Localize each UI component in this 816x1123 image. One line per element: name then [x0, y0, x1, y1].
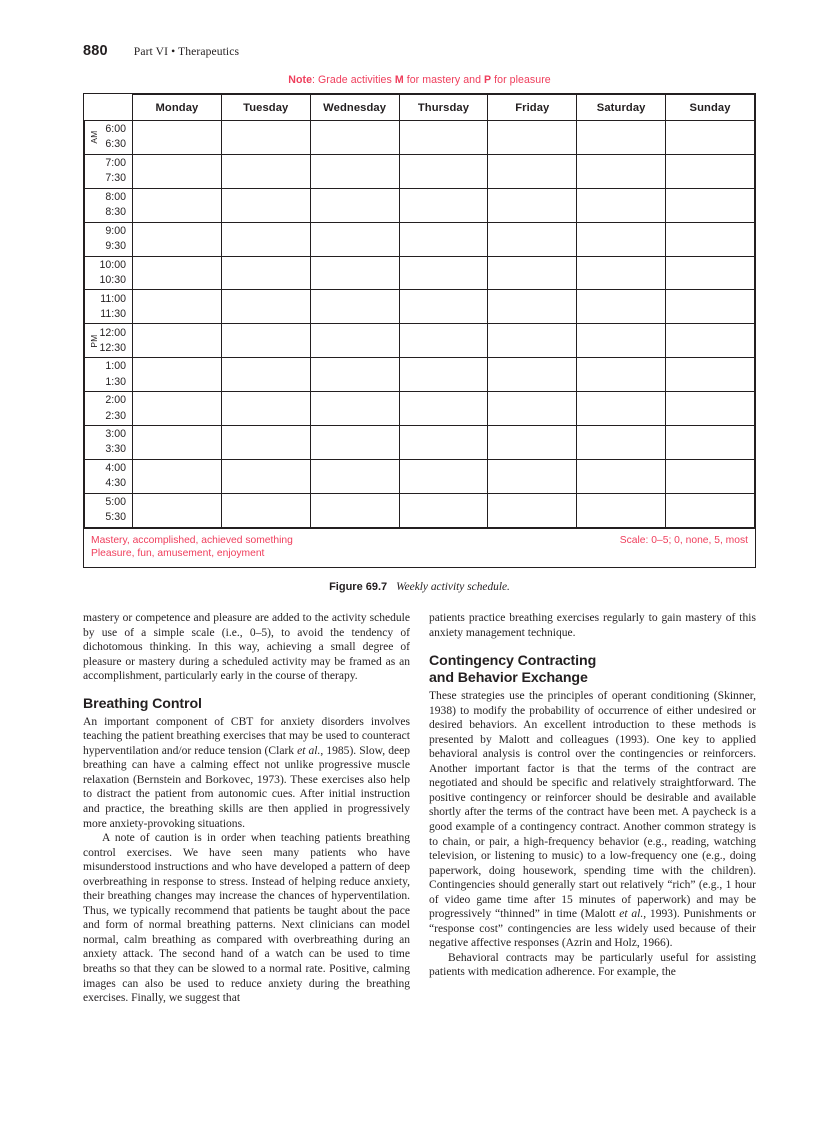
time-first: 8:00: [105, 191, 126, 204]
table-row: [85, 493, 755, 527]
activity-cell[interactable]: [399, 493, 488, 527]
activity-cell[interactable]: [577, 188, 666, 222]
time-first: 6:00: [105, 123, 126, 136]
activity-cell[interactable]: [488, 154, 577, 188]
time-label-cell: [85, 358, 133, 392]
activity-cell[interactable]: [577, 222, 666, 256]
time-second: 12:30: [99, 341, 126, 354]
left-column: [83, 611, 410, 1006]
activity-cell[interactable]: [488, 426, 577, 460]
ampm-label-pm: PM: [88, 334, 99, 348]
column-header-friday: Friday: [488, 95, 577, 121]
activity-cell[interactable]: [577, 154, 666, 188]
left-paragraph-1: mastery or competence and pleasure are added to the activity schedule by use of a simple scale (i.e., 0–5), to avoid the tendency of dichotomous thinking. In this way, achieving a small degree of pleasure or mastery during a scheduled activity may be framed as an accomplishment, particularly early in the course of therapy.: [83, 612, 410, 683]
column-header-wednesday: Wednesday: [310, 95, 399, 121]
table-row: [85, 324, 755, 358]
activity-cell[interactable]: [399, 392, 488, 426]
activity-cell[interactable]: [310, 256, 399, 290]
activity-cell[interactable]: [488, 222, 577, 256]
time-first: 11:00: [100, 292, 126, 305]
column-header-saturday: Saturday: [577, 95, 666, 121]
figure-frame: [83, 93, 756, 568]
activity-cell[interactable]: [310, 426, 399, 460]
activity-cell[interactable]: [666, 121, 755, 155]
activity-cell[interactable]: [488, 188, 577, 222]
activity-cell[interactable]: [133, 154, 222, 188]
time-second: 7:30: [105, 172, 126, 185]
table-row: [85, 121, 755, 155]
table-row: [85, 290, 755, 324]
activity-cell[interactable]: [133, 358, 222, 392]
time-first: 5:00: [105, 496, 126, 509]
page-number: 880: [83, 43, 108, 59]
time-second: 2:30: [105, 409, 126, 422]
activity-cell[interactable]: [133, 459, 222, 493]
activity-cell[interactable]: [310, 459, 399, 493]
legend-definitions: [91, 534, 293, 561]
table-row: [85, 154, 755, 188]
time-second: 5:30: [105, 511, 126, 524]
weekly-activity-schedule-table: [84, 94, 755, 528]
activity-cell[interactable]: [577, 290, 666, 324]
activity-cell[interactable]: [221, 324, 310, 358]
activity-cell[interactable]: [488, 121, 577, 155]
activity-cell[interactable]: [133, 426, 222, 460]
time-label-cell: [85, 426, 133, 460]
figure-caption-number: Figure 69.7: [329, 580, 388, 593]
legend-scale: Scale: 0–5; 0, none, 5, most: [619, 534, 748, 546]
right-paragraph-2-part-a: These strategies use the principles of operant conditioning (Skinner, 1938) to modify the probability of occurrence of either undesired or desired behaviors. An excellent introduction to these methods is presented by Malott and colleagues (1993). One key to applied behavioral analysis is control over the contingencies or reinforcers. Another important factor is that the terms of the contract are negotiated and should be specific and relatively straightforward. The positive contingency or reinforcer should be desirable and available shortly after the terms of the contract have been met. A paycheck is a good example of a contingency contract. Another common strategy is to chain, or pair, a high-frequency behavior (e.g., reading, watching television, or listening to music) to a low-frequency one (e.g., doing paperwork, doing housework, spending time with the children). Contingencies should generally start out relatively “rich” (e.g., 1 hour of video game time after 15 minutes of paperwork) and may be progressively “thinned” in time (Malott: [429, 690, 756, 921]
activity-cell[interactable]: [399, 121, 488, 155]
activity-cell[interactable]: [221, 493, 310, 527]
activity-cell[interactable]: [133, 493, 222, 527]
activity-cell[interactable]: [310, 392, 399, 426]
activity-cell[interactable]: [666, 493, 755, 527]
activity-cell[interactable]: [577, 392, 666, 426]
left-paragraph-3: A note of caution is in order when teaching patients breathing control exercises. We have seen many patients who have misunderstood instructions and who have developed a pattern of deep overbreathing in response to stress. Instead of helping reduce anxiety, their breathing changes may increase the chances of hyperventilation. Thus, we typically recommend that patients be taught about the pace and form of normal breathing patterns. Next clinicians can model normal, calm breathing as compared with overbreathing during an anxiety attack. The second hand of a watch can be used to time breaths so that they can be slowed to a normal rate. Positive, calming images can also be used to reduce anxiety during the breathing exercises. Finally, we suggest that: [83, 832, 410, 1005]
activity-cell[interactable]: [666, 188, 755, 222]
column-header-tuesday: Tuesday: [221, 95, 310, 121]
activity-cell[interactable]: [577, 426, 666, 460]
activity-cell[interactable]: [221, 154, 310, 188]
activity-cell[interactable]: [133, 121, 222, 155]
header-corner-blank: [85, 95, 133, 121]
time-first: 3:00: [105, 428, 126, 441]
column-header-thursday: Thursday: [399, 95, 488, 121]
activity-cell[interactable]: [488, 324, 577, 358]
table-row: [85, 392, 755, 426]
activity-cell[interactable]: [310, 324, 399, 358]
right-paragraph-1: patients practice breathing exercises regularly to gain mastery of this anxiety management technique.: [429, 612, 756, 639]
activity-cell[interactable]: [310, 188, 399, 222]
activity-cell[interactable]: [133, 188, 222, 222]
activity-cell[interactable]: [666, 290, 755, 324]
activity-cell[interactable]: [577, 256, 666, 290]
activity-cell[interactable]: [577, 459, 666, 493]
activity-cell[interactable]: [399, 324, 488, 358]
activity-cell[interactable]: [666, 426, 755, 460]
activity-cell[interactable]: [577, 493, 666, 527]
figure-legend: [84, 528, 755, 567]
activity-cell[interactable]: [221, 426, 310, 460]
left-paragraph-2-italic: et al.: [297, 744, 321, 757]
time-label-cell: [85, 493, 133, 527]
right-paragraph-2: [429, 689, 756, 951]
time-first: 9:00: [105, 224, 126, 237]
activity-cell[interactable]: [221, 459, 310, 493]
activity-cell[interactable]: [221, 121, 310, 155]
activity-cell[interactable]: [310, 121, 399, 155]
activity-cell[interactable]: [221, 256, 310, 290]
table-row: [85, 188, 755, 222]
left-paragraph-2-part-b: , 1985). Slow, deep breathing can have a calming effect not unlike progressive muscle relaxation (Bernstein and Borkovec, 1973). These exercises also help to distract the patient from autonomic cues. After initial instruction and practice, the breathing skills are then applied in progressively more anxiety-provoking situations.: [83, 744, 410, 830]
activity-cell[interactable]: [666, 392, 755, 426]
activity-cell[interactable]: [399, 459, 488, 493]
table-row: [85, 358, 755, 392]
time-label-cell: [85, 188, 133, 222]
activity-cell[interactable]: [221, 358, 310, 392]
column-header-monday: Monday: [133, 95, 222, 121]
figure-caption-text: Weekly activity schedule.: [396, 580, 510, 593]
time-label-cell: [85, 121, 133, 155]
heading-contingency-contracting: [429, 653, 756, 687]
activity-cell[interactable]: [666, 222, 755, 256]
activity-cell[interactable]: [488, 358, 577, 392]
activity-cell[interactable]: [133, 392, 222, 426]
activity-cell[interactable]: [577, 121, 666, 155]
activity-cell[interactable]: [399, 426, 488, 460]
time-first: 12:00: [99, 326, 126, 339]
activity-cell[interactable]: [666, 324, 755, 358]
activity-cell[interactable]: [310, 290, 399, 324]
activity-cell[interactable]: [488, 290, 577, 324]
activity-cell[interactable]: [577, 324, 666, 358]
time-label-cell: [85, 290, 133, 324]
running-head-title: Part VI • Therapeutics: [133, 45, 240, 58]
time-label-cell: [85, 222, 133, 256]
activity-cell[interactable]: [221, 222, 310, 256]
time-first: 7:00: [105, 157, 126, 170]
heading-breathing-control: Breathing Control: [83, 695, 202, 712]
time-label-cell: [85, 324, 133, 358]
activity-cell[interactable]: [399, 290, 488, 324]
activity-cell[interactable]: [310, 222, 399, 256]
time-label-cell: [85, 154, 133, 188]
activity-cell[interactable]: [488, 459, 577, 493]
right-paragraph-3: Behavioral contracts may be particularly useful for assisting patients with medication adherence. For example, the: [429, 951, 756, 979]
activity-cell[interactable]: [666, 459, 755, 493]
table-header-row: [85, 95, 755, 121]
activity-cell[interactable]: [310, 154, 399, 188]
time-second: 9:30: [105, 240, 126, 253]
ampm-label-am: AM: [88, 130, 99, 145]
activity-cell[interactable]: [488, 493, 577, 527]
figure-note-body: : Grade activities M for mastery and P for pleasure: [312, 74, 551, 86]
activity-cell[interactable]: [488, 392, 577, 426]
time-second: 6:30: [105, 138, 126, 151]
right-paragraph-2-italic: et al.: [619, 908, 644, 921]
activity-cell[interactable]: [221, 392, 310, 426]
activity-cell[interactable]: [221, 290, 310, 324]
activity-cell[interactable]: [666, 154, 755, 188]
time-second: 3:30: [105, 443, 126, 456]
activity-cell[interactable]: [310, 493, 399, 527]
body-columns: [83, 611, 756, 1006]
heading-line-2: and Behavior Exchange: [429, 670, 588, 687]
time-second: 11:30: [100, 307, 126, 320]
column-header-sunday: Sunday: [666, 95, 755, 121]
running-head: [83, 43, 239, 59]
time-first: 10:00: [99, 258, 126, 271]
activity-cell[interactable]: [221, 188, 310, 222]
figure-note-prefix: Note: [288, 74, 313, 86]
time-first: 4:00: [105, 462, 126, 475]
time-second: 8:30: [105, 206, 126, 219]
activity-cell[interactable]: [666, 256, 755, 290]
left-paragraph-2: [83, 715, 410, 831]
legend-mastery: Mastery, accomplished, achieved something: [91, 534, 293, 546]
activity-cell[interactable]: [133, 290, 222, 324]
activity-cell[interactable]: [399, 222, 488, 256]
activity-cell[interactable]: [133, 222, 222, 256]
figure-note: [83, 74, 756, 93]
legend-pleasure: Pleasure, fun, amusement, enjoyment: [91, 548, 265, 560]
figure-caption: [83, 568, 756, 593]
time-second: 1:30: [105, 375, 126, 388]
table-row: [85, 426, 755, 460]
activity-cell[interactable]: [399, 256, 488, 290]
activity-cell[interactable]: [399, 154, 488, 188]
activity-cell[interactable]: [399, 188, 488, 222]
table-row: [85, 459, 755, 493]
activity-cell[interactable]: [310, 358, 399, 392]
table-row: [85, 256, 755, 290]
heading-line-1: Contingency Contracting: [429, 653, 597, 670]
time-second: 10:30: [99, 274, 126, 286]
activity-cell[interactable]: [577, 358, 666, 392]
activity-cell[interactable]: [399, 358, 488, 392]
time-label-cell: [85, 459, 133, 493]
activity-cell[interactable]: [488, 256, 577, 290]
time-label-cell: [85, 392, 133, 426]
left-paragraph-2-part-a: An important component of CBT for anxiety disorders involves teaching the patient breathing exercises that may be used to counteract hyperventilation and/or reduce tension (Clark: [83, 715, 410, 757]
right-paragraph-2-part-b: , 1993). Punishments or “response cost” contingencies are less widely used because of their negative affective responses (Azrin and Holz, 1966).: [429, 908, 756, 950]
right-column: [429, 611, 756, 1006]
activity-cell[interactable]: [133, 256, 222, 290]
time-first: 2:00: [105, 394, 126, 407]
time-second: 4:30: [105, 477, 126, 490]
activity-cell[interactable]: [133, 324, 222, 358]
table-row: [85, 222, 755, 256]
figure-69-7: [83, 74, 756, 593]
activity-cell[interactable]: [666, 358, 755, 392]
time-first: 1:00: [105, 360, 126, 373]
time-label-cell: [85, 256, 133, 290]
